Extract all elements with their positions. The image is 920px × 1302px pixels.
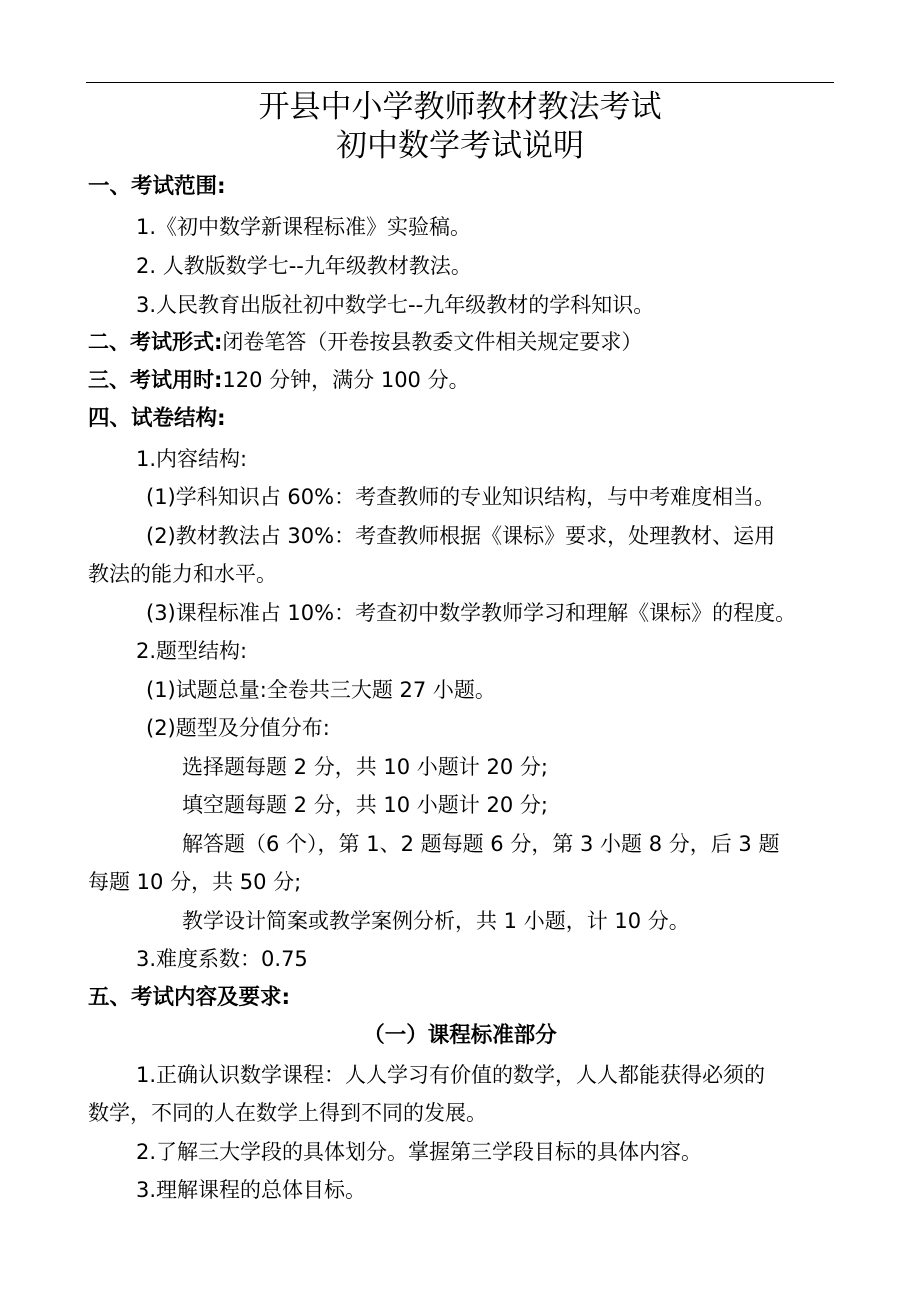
top-rule (86, 82, 834, 83)
content-item-1: (1)学科知识占 60%：考查教师的专业知识结构，与中考难度相当。 (146, 485, 776, 509)
section5-para-2: 2.了解三大学段的具体划分。掌握第三学段目标的具体内容。 (136, 1140, 703, 1164)
section1-heading: 一、考试范围: (88, 174, 226, 199)
section1-item-2: 2. 人教版数学七--九年级教材教法。 (136, 254, 472, 278)
question-total: (1)试题总量:全卷共三大题 27 小题。 (146, 678, 496, 702)
section2-text: 闭卷笔答（开卷按县教委文件相关规定要求） (222, 330, 643, 354)
distribution-choice: 选择题每题 2 分，共 10 小题计 20 分; (182, 755, 548, 779)
section1-item-3: 3.人民教育出版社初中数学七--九年级教材的学科知识。 (136, 293, 655, 317)
content-structure-title: 1.内容结构: (136, 447, 248, 471)
section1-item-1: 1.《初中数学新课程标准》实验稿。 (136, 215, 472, 239)
section3-text: 120 分钟，满分 100 分。 (222, 368, 470, 392)
section3-heading: 三、考试用时: (88, 368, 223, 392)
question-structure-title: 2.题型结构: (136, 639, 248, 663)
document-title: 开县中小学教师教材教法考试 (258, 89, 662, 125)
section5-subheading: （一）课程标准部分 (363, 1023, 557, 1048)
content-item-2: (2)教材教法占 30%：考查教师根据《课标》要求，处理教材、运用 (146, 524, 776, 548)
section3-line (88, 365, 470, 395)
section4-heading: 四、试卷结构: (88, 406, 226, 431)
document-subtitle: 初中数学考试说明 (336, 128, 584, 164)
section5-para-1-cont: 数学，不同的人在数学上得到不同的发展。 (88, 1101, 487, 1125)
content-item-3: (3)课程标准占 10%：考查初中数学教师学习和理解《课标》的程度。 (146, 601, 797, 625)
distribution-answer: 解答题（6 个），第 1、2 题每题 6 分，第 3 小题 8 分，后 3 题 (182, 832, 780, 856)
question-distribution-title: (2)题型及分值分布: (146, 716, 330, 740)
section5-heading: 五、考试内容及要求: (88, 985, 291, 1010)
distribution-answer-cont: 每题 10 分，共 50 分; (88, 870, 302, 894)
difficulty-coefficient: 3.难度系数：0.75 (136, 947, 308, 971)
section5-para-3: 3.理解课程的总体目标。 (136, 1178, 367, 1202)
distribution-fill: 填空题每题 2 分，共 10 小题计 20 分; (182, 793, 548, 817)
content-item-2-cont: 教法的能力和水平。 (88, 562, 277, 586)
section5-para-1: 1.正确认识数学课程：人人学习有价值的数学，人人都能获得必须的 (136, 1063, 766, 1087)
section2-line (88, 327, 642, 357)
section2-heading: 二、考试形式: (88, 330, 223, 354)
distribution-design: 教学设计简案或教学案例分析，共 1 小题，计 10 分。 (182, 909, 690, 933)
